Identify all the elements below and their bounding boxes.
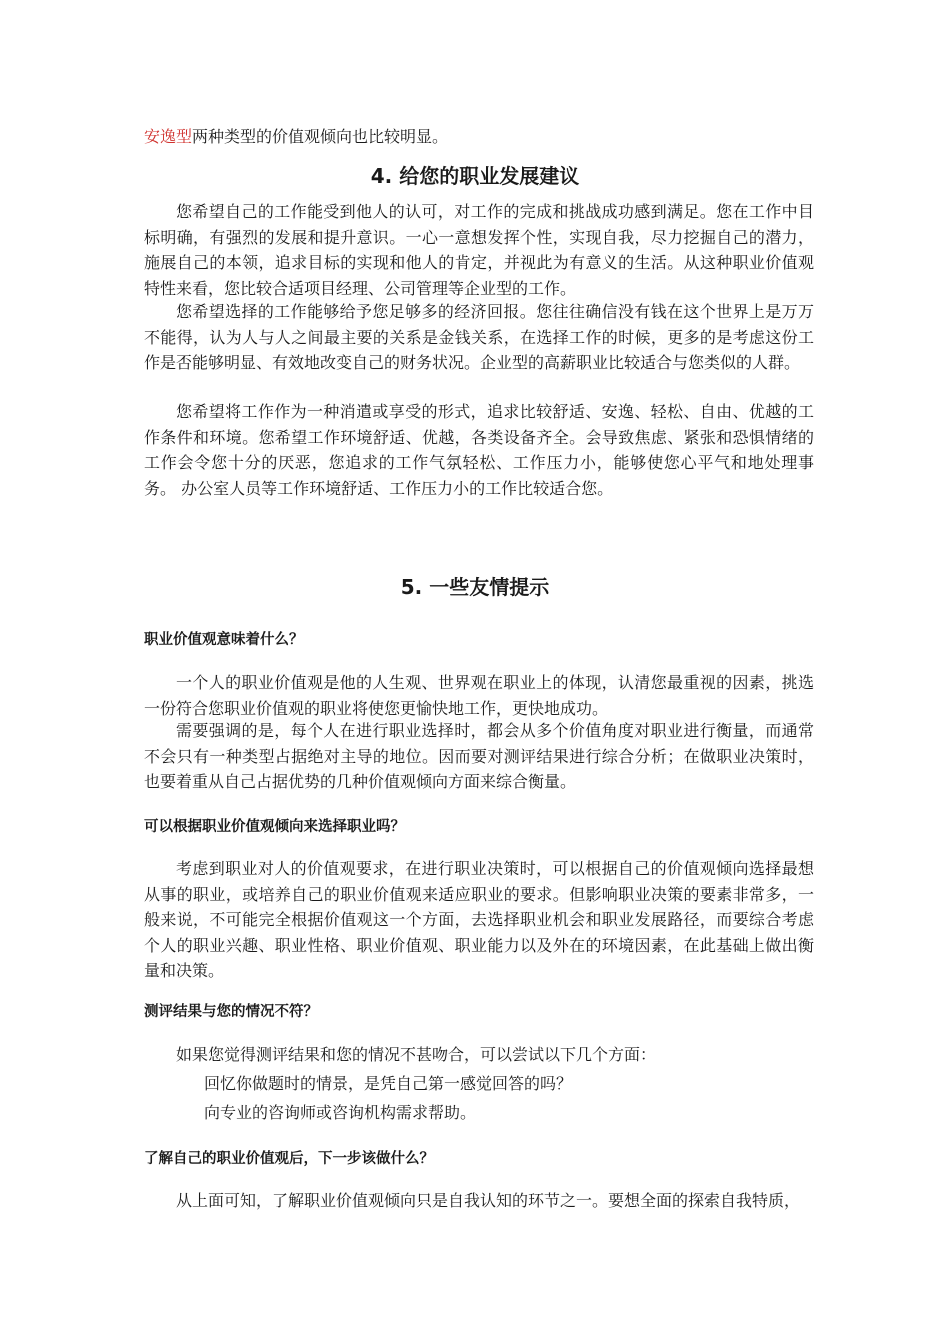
highlight-term: 安逸型 [144, 127, 193, 146]
intro-line [144, 124, 814, 150]
faq-question: 职业价值观意味着什么？ [144, 632, 304, 648]
section-5-number: 5. [400, 575, 423, 599]
faq-question: 了解自己的职业价值观后，下一步该做什么？ [144, 1151, 434, 1167]
intro-rest: 两种类型的价值观倾向也比较明显。 [192, 127, 449, 146]
section-4-number: 4. [370, 164, 393, 188]
tip-item: 回忆你做题时的情景，是凭自己第一感觉回答的吗？ [204, 1074, 573, 1093]
faq-question: 测评结果与您的情况不符？ [144, 1004, 318, 1020]
section-4-paragraph: 您希望自己的工作能受到他人的认可，对工作的完成和挑战成功感到满足。您在工作中目标明确，有强烈的发展和提升意识。一心一意想发挥个性，实现自我，尽力挖掘自己的潜力，施展自己的本领，追求目标的实现和他人的肯定，并视此为有意义的生活。从这种职业价值观特性来看，您比较合适项目经理、公司管理等企业型的工作。 [144, 202, 814, 298]
tip-item: 向专业的咨询师或咨询机构需求帮助。 [204, 1103, 477, 1122]
faq-question: 可以根据职业价值观倾向来选择职业吗？ [144, 819, 405, 835]
faq-answer: 考虑到职业对人的价值观要求，在进行职业决策时，可以根据自己的价值观倾向选择最想从事的职业，或培养自己的职业价值观来适应职业的要求。但影响职业决策的要素非常多，一般来说，不可能完全根据价值观这一个方面，去选择职业机会和职业发展路径，而要综合考虑个人的职业兴趣、职业性格、职业价值观、职业能力以及外在的环境因素，在此基础上做出衡量和决策。 [144, 859, 814, 980]
faq-answer: 从上面可知，了解职业价值观倾向只是自我认知的环节之一。要想全面的探索自我特质， [176, 1191, 801, 1210]
faq-answer: 如果您觉得测评结果和您的情况不甚吻合，可以尝试以下几个方面： [176, 1045, 657, 1064]
section-5-title: 一些友情提示 [429, 575, 550, 599]
section-4-heading [0, 160, 950, 189]
section-5-heading [0, 571, 950, 600]
section-4-paragraph: 您希望选择的工作能够给予您足够多的经济回报。您往往确信没有钱在这个世界上是万万不能得，认为人与人之间最主要的关系是金钱关系，在选择工作的时候，更多的是考虑这份工作是否能够明显、有效地改变自己的财务状况。企业型的高薪职业比较适合与您类似的人群。 [144, 302, 814, 372]
section-4-title: 给您的职业发展建议 [399, 164, 580, 188]
section-4-paragraph: 您希望将工作作为一种消遣或享受的形式，追求比较舒适、安逸、轻松、自由、优越的工作条件和环境。您希望工作环境舒适、优越，各类设备齐全。会导致焦虑、紧张和恐惧情绪的工作会令您十分的厌恶，您追求的工作气氛轻松、工作压力小，能够使您心平气和地处理事务。 办公室人员等工作环境舒适、工作压力小的工作比较适合您。 [144, 402, 814, 498]
faq-answer: 需要强调的是，每个人在进行职业选择时，都会从多个价值角度对职业进行衡量，而通常不会只有一种类型占据绝对主导的地位。因而要对测评结果进行综合分析；在做职业决策时，也要着重从自己占据优势的几种价值观倾向方面来综合衡量。 [144, 721, 814, 791]
faq-answer: 一个人的职业价值观是他的人生观、世界观在职业上的体现，认清您最重视的因素，挑选一份符合您职业价值观的职业将使您更愉快地工作，更快地成功。 [144, 673, 814, 718]
